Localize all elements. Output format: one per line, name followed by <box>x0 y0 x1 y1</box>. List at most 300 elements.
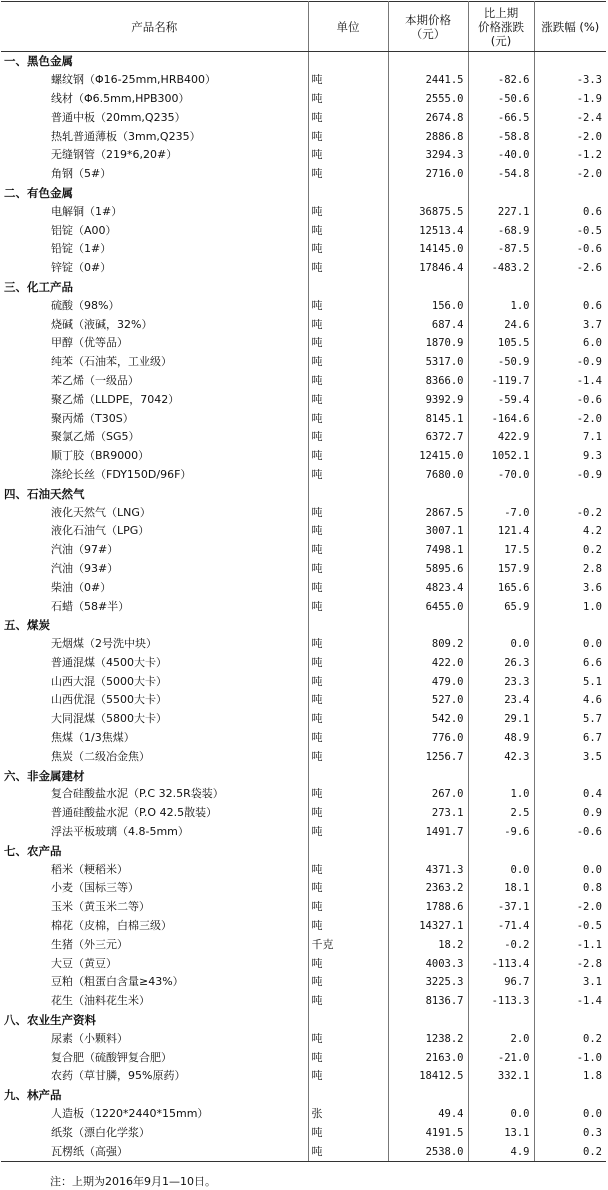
price-change: -483.2 <box>468 259 534 278</box>
change-percent: 0.0 <box>583 638 602 651</box>
current-price: 4003.3 <box>388 954 468 973</box>
current-price: 36875.5 <box>388 202 468 221</box>
change-percent: -0.5 <box>576 224 602 237</box>
category-name: 一、黑色金属 <box>1 52 308 71</box>
current-price: 2674.8 <box>388 108 468 127</box>
change-percent: 4.2 <box>583 525 602 538</box>
change-percent: 0.4 <box>583 788 602 801</box>
table-row <box>1 372 606 391</box>
table-row <box>1 560 606 579</box>
current-price: 17846.4 <box>388 259 468 278</box>
category-change-empty <box>468 278 534 297</box>
product-unit: 吨 <box>308 127 388 146</box>
product-unit: 吨 <box>308 146 388 165</box>
table-row <box>1 1105 606 1124</box>
price-change: -82.6 <box>468 71 534 90</box>
table-body <box>1 52 606 1162</box>
price-change: 42.3 <box>468 747 534 766</box>
current-price: 809.2 <box>388 635 468 654</box>
product-name: 尿素（小颗料） <box>1 1029 308 1048</box>
current-price: 6455.0 <box>388 597 468 616</box>
change-percent: 3.1 <box>583 976 602 989</box>
table-row <box>1 108 606 127</box>
category-change-empty <box>468 184 534 203</box>
header-unit: 单位 <box>308 2 388 52</box>
product-name: 汽油（93#） <box>1 560 308 579</box>
price-change: -50.6 <box>468 90 534 109</box>
category-price-empty <box>388 616 468 635</box>
change-percent: 5.7 <box>583 713 602 726</box>
current-price: 267.0 <box>388 785 468 804</box>
change-percent: -2.0 <box>576 130 602 143</box>
table-row <box>1 466 606 485</box>
product-name: 聚氯乙烯（SG5） <box>1 428 308 447</box>
category-unit-empty <box>308 841 388 860</box>
category-price-empty <box>388 484 468 503</box>
product-name: 聚乙烯（LLDPE，7042） <box>1 390 308 409</box>
product-name: 焦炭（二级冶金焦） <box>1 747 308 766</box>
current-price: 1256.7 <box>388 747 468 766</box>
product-unit: 吨 <box>308 259 388 278</box>
product-name: 铅锭（1#） <box>1 240 308 259</box>
price-change: 24.6 <box>468 315 534 334</box>
category-price-empty <box>388 766 468 785</box>
product-unit: 吨 <box>308 503 388 522</box>
product-name: 聚丙烯（T30S） <box>1 409 308 428</box>
table-row <box>1 879 606 898</box>
price-change: -164.6 <box>468 409 534 428</box>
price-change: -119.7 <box>468 372 534 391</box>
change-percent: -2.0 <box>576 412 602 425</box>
price-change: -113.3 <box>468 992 534 1011</box>
price-change: -40.0 <box>468 146 534 165</box>
price-change: -71.4 <box>468 917 534 936</box>
current-price: 12415.0 <box>388 447 468 466</box>
product-name: 涤纶长丝（FDY150D/96F） <box>1 466 308 485</box>
category-pct-empty <box>534 52 606 71</box>
table-row <box>1 860 606 879</box>
table-row <box>1 672 606 691</box>
change-percent: -0.9 <box>576 468 602 481</box>
category-row <box>1 1011 606 1030</box>
product-name: 小麦（国标三等） <box>1 879 308 898</box>
product-unit: 千克 <box>308 935 388 954</box>
table-row <box>1 1029 606 1048</box>
change-percent: 9.3 <box>583 450 602 463</box>
current-price: 1491.7 <box>388 823 468 842</box>
table-row <box>1 541 606 560</box>
table-row <box>1 221 606 240</box>
price-change: -113.4 <box>468 954 534 973</box>
table-row <box>1 654 606 673</box>
change-percent: -2.4 <box>576 111 602 124</box>
current-price: 2538.0 <box>388 1142 468 1161</box>
product-unit: 吨 <box>308 372 388 391</box>
price-change: -70.0 <box>468 466 534 485</box>
product-unit: 吨 <box>308 165 388 184</box>
product-name: 烧碱（液碱，32%） <box>1 315 308 334</box>
change-percent: 5.1 <box>583 675 602 688</box>
current-price: 3294.3 <box>388 146 468 165</box>
product-name: 无缝钢管（219*6,20#） <box>1 146 308 165</box>
current-price: 3225.3 <box>388 973 468 992</box>
header-current-price: 本期价格 （元） <box>388 2 468 52</box>
product-unit: 吨 <box>308 1048 388 1067</box>
price-change: 48.9 <box>468 729 534 748</box>
product-name: 浮法平板玻璃（4.8-5mm） <box>1 823 308 842</box>
product-name: 人造板（1220*2440*15mm） <box>1 1105 308 1124</box>
table-row <box>1 1067 606 1086</box>
category-row <box>1 184 606 203</box>
product-name: 电解铜（1#） <box>1 202 308 221</box>
product-unit: 吨 <box>308 353 388 372</box>
category-pct-empty <box>534 841 606 860</box>
category-row <box>1 484 606 503</box>
current-price: 2886.8 <box>388 127 468 146</box>
table-row <box>1 90 606 109</box>
category-row <box>1 278 606 297</box>
product-name: 豆粕（粗蛋白含量≥43%） <box>1 973 308 992</box>
current-price: 2363.2 <box>388 879 468 898</box>
current-price: 9392.9 <box>388 390 468 409</box>
product-unit: 吨 <box>308 672 388 691</box>
table-row <box>1 1123 606 1142</box>
change-percent: -0.9 <box>576 356 602 369</box>
product-name: 汽油（97#） <box>1 541 308 560</box>
current-price: 8136.7 <box>388 992 468 1011</box>
product-name: 苯乙烯（一级品） <box>1 372 308 391</box>
product-unit: 吨 <box>308 390 388 409</box>
footnote: 注：上期为2016年9月1—10日。 <box>50 1175 216 1188</box>
current-price: 5895.6 <box>388 560 468 579</box>
change-percent: 6.0 <box>583 337 602 350</box>
current-price: 8145.1 <box>388 409 468 428</box>
product-name: 液化石油气（LPG） <box>1 522 308 541</box>
product-unit: 吨 <box>308 296 388 315</box>
change-percent: -1.1 <box>576 938 602 951</box>
change-percent: -2.6 <box>576 262 602 275</box>
product-unit: 吨 <box>308 710 388 729</box>
product-unit: 吨 <box>308 466 388 485</box>
price-change: 17.5 <box>468 541 534 560</box>
change-percent: 3.5 <box>583 750 602 763</box>
category-pct-empty <box>534 766 606 785</box>
change-percent: -1.4 <box>576 374 602 387</box>
category-change-empty <box>468 616 534 635</box>
price-change: 65.9 <box>468 597 534 616</box>
change-percent: -0.6 <box>576 243 602 256</box>
price-change: -87.5 <box>468 240 534 259</box>
category-price-empty <box>388 1086 468 1105</box>
product-unit: 吨 <box>308 90 388 109</box>
product-unit: 吨 <box>308 691 388 710</box>
table-row <box>1 146 606 165</box>
product-unit: 吨 <box>308 221 388 240</box>
header-price-change: 比上期 价格涨跌 (元) <box>468 2 534 52</box>
header-product-name: 产品名称 <box>1 2 308 52</box>
category-change-empty <box>468 766 534 785</box>
price-change: 0.0 <box>468 860 534 879</box>
category-price-empty <box>388 278 468 297</box>
table-row <box>1 315 606 334</box>
current-price: 542.0 <box>388 710 468 729</box>
change-percent: 0.2 <box>534 1142 606 1161</box>
change-percent: -2.0 <box>576 168 602 181</box>
price-change: 1.0 <box>468 785 534 804</box>
price-change: 4.9 <box>468 1142 534 1161</box>
price-change: 157.9 <box>468 560 534 579</box>
table-row <box>1 127 606 146</box>
header-change-percent: 涨跌幅 (%) <box>534 2 606 52</box>
price-table-sheet <box>1 1 606 1162</box>
category-change-empty <box>468 841 534 860</box>
category-pct-empty <box>534 1086 606 1105</box>
price-change: -54.8 <box>468 165 534 184</box>
price-change: -58.8 <box>468 127 534 146</box>
product-name: 农药（草甘膦，95%原药） <box>1 1067 308 1086</box>
product-name: 柴油（0#） <box>1 578 308 597</box>
category-row <box>1 841 606 860</box>
price-change: -21.0 <box>468 1048 534 1067</box>
change-percent: -0.6 <box>576 826 602 839</box>
price-change: 422.9 <box>468 428 534 447</box>
product-unit: 吨 <box>308 428 388 447</box>
current-price: 1238.2 <box>388 1029 468 1048</box>
change-percent: -1.4 <box>576 995 602 1008</box>
table-header <box>1 2 606 52</box>
table-row <box>1 71 606 90</box>
product-unit: 吨 <box>308 879 388 898</box>
category-row <box>1 52 606 71</box>
change-percent: 6.7 <box>583 732 602 745</box>
table-row <box>1 353 606 372</box>
change-percent: 1.0 <box>583 600 602 613</box>
current-price: 18.2 <box>388 935 468 954</box>
price-change: 26.3 <box>468 654 534 673</box>
product-unit: 吨 <box>308 541 388 560</box>
current-price: 4823.4 <box>388 578 468 597</box>
current-price: 2716.0 <box>388 165 468 184</box>
price-change: 2.0 <box>468 1029 534 1048</box>
change-percent: -1.9 <box>576 92 602 105</box>
product-unit: 吨 <box>308 860 388 879</box>
price-change: 105.5 <box>468 334 534 353</box>
change-percent: 3.6 <box>583 581 602 594</box>
change-percent: -0.6 <box>576 393 602 406</box>
category-name: 八、农业生产资料 <box>1 1011 308 1030</box>
product-unit: 吨 <box>308 804 388 823</box>
price-change: 1052.1 <box>468 447 534 466</box>
table-row <box>1 954 606 973</box>
product-unit: 张 <box>308 1105 388 1124</box>
current-price: 2441.5 <box>388 71 468 90</box>
price-change: 29.1 <box>468 710 534 729</box>
table-row <box>1 992 606 1011</box>
table-row <box>1 785 606 804</box>
product-unit: 吨 <box>308 1067 388 1086</box>
product-name: 复合硅酸盐水泥（P.C 32.5R袋装） <box>1 785 308 804</box>
product-unit: 吨 <box>308 898 388 917</box>
change-percent: 0.0 <box>583 863 602 876</box>
change-percent: -0.2 <box>576 506 602 519</box>
product-unit: 吨 <box>308 785 388 804</box>
price-change: 227.1 <box>468 202 534 221</box>
change-percent: 0.0 <box>583 1108 602 1121</box>
current-price: 156.0 <box>388 296 468 315</box>
current-price: 14327.1 <box>388 917 468 936</box>
change-percent: 1.8 <box>583 1070 602 1083</box>
product-name: 硫酸（98%） <box>1 296 308 315</box>
category-name: 六、非金属建材 <box>1 766 308 785</box>
product-name: 铝锭（A00） <box>1 221 308 240</box>
category-row <box>1 1086 606 1105</box>
price-change: -37.1 <box>468 898 534 917</box>
change-percent: -1.0 <box>576 1051 602 1064</box>
product-name: 普通硅酸盐水泥（P.O 42.5散装） <box>1 804 308 823</box>
change-percent: 0.2 <box>583 1032 602 1045</box>
product-name: 山西优混（5500大卡） <box>1 691 308 710</box>
product-unit: 吨 <box>308 240 388 259</box>
table-row <box>1 503 606 522</box>
product-unit: 吨 <box>308 992 388 1011</box>
product-name: 顺丁胶（BR9000） <box>1 447 308 466</box>
product-unit: 吨 <box>308 729 388 748</box>
product-unit: 吨 <box>308 1123 388 1142</box>
price-change: -9.6 <box>468 823 534 842</box>
category-pct-empty <box>534 616 606 635</box>
product-unit: 吨 <box>308 1142 388 1161</box>
product-name: 线材（Φ6.5mm,HPB300） <box>1 90 308 109</box>
price-change: 18.1 <box>468 879 534 898</box>
current-price: 49.4 <box>388 1105 468 1124</box>
category-name: 三、化工产品 <box>1 278 308 297</box>
current-price: 422.0 <box>388 654 468 673</box>
current-price: 6372.7 <box>388 428 468 447</box>
current-price: 1788.6 <box>388 898 468 917</box>
table-row <box>1 165 606 184</box>
product-unit: 吨 <box>308 409 388 428</box>
product-name: 纸浆（漂白化学浆） <box>1 1123 308 1142</box>
price-change: 121.4 <box>468 522 534 541</box>
category-change-empty <box>468 1086 534 1105</box>
product-unit: 吨 <box>308 578 388 597</box>
table-row <box>1 917 606 936</box>
category-unit-empty <box>308 1011 388 1030</box>
product-unit: 吨 <box>308 334 388 353</box>
category-price-empty <box>388 841 468 860</box>
product-unit: 吨 <box>308 654 388 673</box>
product-unit: 吨 <box>308 917 388 936</box>
product-unit: 吨 <box>308 447 388 466</box>
product-name: 棉花（皮棉，白棉三级） <box>1 917 308 936</box>
change-percent: 0.9 <box>583 807 602 820</box>
current-price: 7498.1 <box>388 541 468 560</box>
change-percent: 0.2 <box>583 544 602 557</box>
current-price: 8366.0 <box>388 372 468 391</box>
price-change: 165.6 <box>468 578 534 597</box>
current-price: 4191.5 <box>388 1123 468 1142</box>
change-percent: -3.3 <box>576 74 602 87</box>
change-percent: -0.5 <box>576 920 602 933</box>
category-unit-empty <box>308 1086 388 1105</box>
category-name: 九、林产品 <box>1 1086 308 1105</box>
price-change: 23.4 <box>468 691 534 710</box>
current-price: 2867.5 <box>388 503 468 522</box>
current-price: 2163.0 <box>388 1048 468 1067</box>
product-name: 螺纹钢（Φ16-25mm,HRB400） <box>1 71 308 90</box>
table-row <box>1 409 606 428</box>
current-price: 7680.0 <box>388 466 468 485</box>
commodity-price-table <box>1 1 606 1162</box>
current-price: 527.0 <box>388 691 468 710</box>
price-change: 2.5 <box>468 804 534 823</box>
price-change: -66.5 <box>468 108 534 127</box>
current-price: 2555.0 <box>388 90 468 109</box>
change-percent: 0.8 <box>583 882 602 895</box>
table-row <box>1 1048 606 1067</box>
price-change: 1.0 <box>468 296 534 315</box>
category-unit-empty <box>308 52 388 71</box>
change-percent: 0.6 <box>583 205 602 218</box>
price-change: 332.1 <box>468 1067 534 1086</box>
table-row <box>1 578 606 597</box>
category-price-empty <box>388 1011 468 1030</box>
table-row <box>1 823 606 842</box>
table-row <box>1 898 606 917</box>
product-unit: 吨 <box>308 747 388 766</box>
product-name: 稻米（粳稻米） <box>1 860 308 879</box>
category-pct-empty <box>534 484 606 503</box>
current-price: 479.0 <box>388 672 468 691</box>
category-unit-empty <box>308 766 388 785</box>
table-row <box>1 202 606 221</box>
table-row <box>1 804 606 823</box>
price-change: 96.7 <box>468 973 534 992</box>
category-change-empty <box>468 1011 534 1030</box>
category-pct-empty <box>534 1011 606 1030</box>
product-unit: 吨 <box>308 71 388 90</box>
table-row <box>1 973 606 992</box>
change-percent: -2.8 <box>576 957 602 970</box>
product-name: 锌锭（0#） <box>1 259 308 278</box>
category-name: 五、煤炭 <box>1 616 308 635</box>
product-unit: 吨 <box>308 108 388 127</box>
product-unit: 吨 <box>308 560 388 579</box>
product-name: 复合肥（硫酸钾复合肥） <box>1 1048 308 1067</box>
change-percent: 2.8 <box>583 562 602 575</box>
table-row <box>1 240 606 259</box>
change-percent: -1.2 <box>576 149 602 162</box>
product-unit: 吨 <box>308 202 388 221</box>
category-price-empty <box>388 184 468 203</box>
change-percent: 0.3 <box>583 1126 602 1139</box>
product-name: 大同混煤（5800大卡） <box>1 710 308 729</box>
price-change: -59.4 <box>468 390 534 409</box>
price-change: -68.9 <box>468 221 534 240</box>
table-row <box>1 390 606 409</box>
category-pct-empty <box>534 278 606 297</box>
price-change: 0.0 <box>468 635 534 654</box>
product-name: 甲醇（优等品） <box>1 334 308 353</box>
category-change-empty <box>468 52 534 71</box>
price-change: 13.1 <box>468 1123 534 1142</box>
category-price-empty <box>388 52 468 71</box>
product-name: 角钢（5#） <box>1 165 308 184</box>
product-name: 无烟煤（2号洗中块） <box>1 635 308 654</box>
table-row <box>1 334 606 353</box>
product-unit: 吨 <box>308 1029 388 1048</box>
table-row <box>1 296 606 315</box>
